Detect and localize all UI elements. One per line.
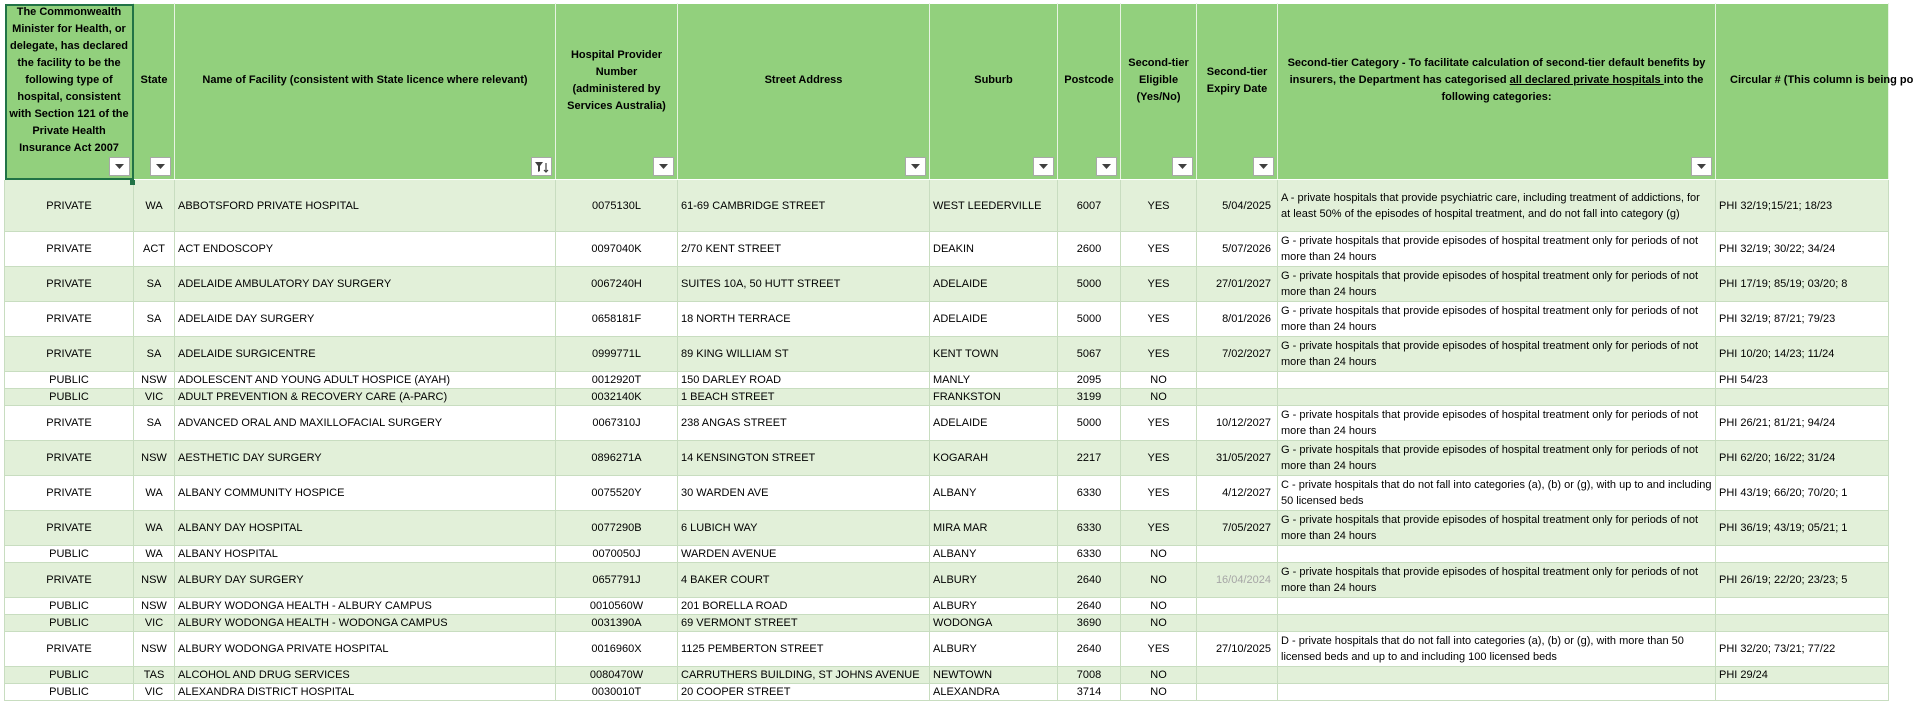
cell-state[interactable]: VIC xyxy=(134,615,175,632)
cell-suburb[interactable]: NEWTOWN xyxy=(930,667,1058,684)
cell-type[interactable]: PRIVATE xyxy=(5,337,134,372)
header-label: State xyxy=(140,74,168,86)
cell-circular[interactable]: PHI 32/19; 87/21; 79/23 xyxy=(1716,302,1889,337)
cell-provider[interactable]: 0077290B xyxy=(556,511,678,546)
cell-postcode[interactable]: 3690 xyxy=(1058,615,1121,632)
cell-suburb[interactable]: ADELAIDE xyxy=(930,406,1058,441)
cell-category[interactable] xyxy=(1278,684,1716,701)
filter-dropdown-icon[interactable] xyxy=(1253,157,1274,176)
filter-dropdown-icon[interactable] xyxy=(1691,157,1712,176)
cell-suburb[interactable]: ALEXANDRA xyxy=(930,684,1058,701)
cell-suburb[interactable]: WODONGA xyxy=(930,615,1058,632)
cell-suburb[interactable]: KENT TOWN xyxy=(930,337,1058,372)
cell-eligible[interactable]: YES xyxy=(1121,267,1197,302)
cell-expiry[interactable] xyxy=(1197,615,1278,632)
cell-state[interactable]: NSW xyxy=(134,441,175,476)
table-row xyxy=(5,598,1889,615)
cell-provider[interactable]: 0031390A xyxy=(556,615,678,632)
cell-type[interactable]: PRIVATE xyxy=(5,267,134,302)
cell-state[interactable]: SA xyxy=(134,302,175,337)
cell-address[interactable]: 69 VERMONT STREET xyxy=(678,615,930,632)
cell-expiry[interactable]: 31/05/2027 xyxy=(1197,441,1278,476)
cell-state[interactable]: NSW xyxy=(134,598,175,615)
cell-category[interactable] xyxy=(1278,667,1716,684)
cell-type[interactable]: PUBLIC xyxy=(5,389,134,406)
table-row xyxy=(5,337,1889,372)
cell-circular[interactable]: PHI 36/19; 43/19; 05/21; 1 xyxy=(1716,511,1889,546)
cell-eligible[interactable]: YES xyxy=(1121,302,1197,337)
cell-circular[interactable] xyxy=(1716,389,1889,406)
filter-dropdown-icon[interactable] xyxy=(1172,157,1193,176)
header-state[interactable] xyxy=(134,4,175,180)
cell-type[interactable]: PRIVATE xyxy=(5,406,134,441)
cell-category[interactable]: D - private hospitals that do not fall into categories (a), (b) or (g), with more than 50 licensed beds and up to and including 100 licensed beds xyxy=(1278,632,1716,667)
cell-category[interactable]: G - private hospitals that provide episodes of hospital treatment only for periods of not more than 24 hours xyxy=(1278,232,1716,267)
table-row xyxy=(5,302,1889,337)
cell-postcode[interactable]: 5000 xyxy=(1058,406,1121,441)
cell-address[interactable]: 1125 PEMBERTON STREET xyxy=(678,632,930,667)
table-row xyxy=(5,511,1889,546)
cell-eligible[interactable]: NO xyxy=(1121,667,1197,684)
table-row xyxy=(5,267,1889,302)
cell-address[interactable]: 89 KING WILLIAM ST xyxy=(678,337,930,372)
cell-expiry[interactable]: 5/07/2026 xyxy=(1197,232,1278,267)
cell-provider[interactable]: 0016960X xyxy=(556,632,678,667)
cell-state[interactable]: VIC xyxy=(134,684,175,701)
cell-suburb[interactable]: KOGARAH xyxy=(930,441,1058,476)
cell-postcode[interactable]: 3199 xyxy=(1058,389,1121,406)
cell-provider[interactable]: 0067240H xyxy=(556,267,678,302)
cell-postcode[interactable]: 6330 xyxy=(1058,511,1121,546)
header-second-tier-category[interactable] xyxy=(1278,4,1716,180)
header-second-tier-expiry[interactable] xyxy=(1197,4,1278,180)
header-label: The Commonwealth Minister for Health, or delegate, has declared the facility to be the following type of hospital, consistent with Section 121 of the Private Health Insurance Act 2007 xyxy=(9,6,129,154)
cell-expiry[interactable]: 10/12/2027 xyxy=(1197,406,1278,441)
table-row xyxy=(5,372,1889,389)
cell-postcode[interactable]: 6330 xyxy=(1058,476,1121,511)
cell-category[interactable] xyxy=(1278,598,1716,615)
cell-name[interactable]: ADELAIDE SURGICENTRE xyxy=(175,337,556,372)
filter-dropdown-icon[interactable] xyxy=(150,157,171,176)
cell-category[interactable]: G - private hospitals that provide episodes of hospital treatment only for periods of not more than 24 hours xyxy=(1278,267,1716,302)
cell-provider[interactable]: 0097040K xyxy=(556,232,678,267)
cell-provider[interactable]: 0080470W xyxy=(556,667,678,684)
table-row xyxy=(5,632,1889,667)
cell-provider[interactable]: 0032140K xyxy=(556,389,678,406)
cell-name[interactable]: ADELAIDE DAY SURGERY xyxy=(175,302,556,337)
cell-name[interactable]: ALBANY HOSPITAL xyxy=(175,546,556,563)
cell-suburb[interactable]: DEAKIN xyxy=(930,232,1058,267)
cell-state[interactable]: NSW xyxy=(134,372,175,389)
cell-type[interactable]: PUBLIC xyxy=(5,598,134,615)
cell-circular[interactable]: PHI 62/20; 16/22; 31/24 xyxy=(1716,441,1889,476)
cell-circular[interactable]: PHI 32/20; 73/21; 77/22 xyxy=(1716,632,1889,667)
cell-state[interactable]: SA xyxy=(134,337,175,372)
cell-expiry[interactable]: 16/04/2024 xyxy=(1197,563,1278,598)
cell-state[interactable]: WA xyxy=(134,180,175,232)
cell-provider[interactable]: 0075130L xyxy=(556,180,678,232)
cell-state[interactable]: NSW xyxy=(134,632,175,667)
cell-eligible[interactable]: NO xyxy=(1121,598,1197,615)
table-row xyxy=(5,615,1889,632)
cell-eligible[interactable]: NO xyxy=(1121,684,1197,701)
cell-name[interactable]: ADOLESCENT AND YOUNG ADULT HOSPICE (AYAH) xyxy=(175,372,556,389)
cell-address[interactable]: 201 BORELLA ROAD xyxy=(678,598,930,615)
header-label: Suburb xyxy=(974,74,1013,86)
cell-postcode[interactable]: 2640 xyxy=(1058,598,1121,615)
cell-suburb[interactable]: ALBANY xyxy=(930,476,1058,511)
cell-category[interactable] xyxy=(1278,615,1716,632)
cell-address[interactable]: 18 NORTH TERRACE xyxy=(678,302,930,337)
filter-dropdown-icon[interactable] xyxy=(653,157,674,176)
cell-name[interactable]: ALBURY DAY SURGERY xyxy=(175,563,556,598)
cell-provider[interactable]: 0010560W xyxy=(556,598,678,615)
cell-postcode[interactable]: 2640 xyxy=(1058,563,1121,598)
fill-handle[interactable] xyxy=(130,180,135,185)
cell-eligible[interactable]: YES xyxy=(1121,441,1197,476)
header-label: Street Address xyxy=(764,74,843,86)
cell-postcode[interactable]: 2600 xyxy=(1058,232,1121,267)
cell-address[interactable]: 1 BEACH STREET xyxy=(678,389,930,406)
header-suburb[interactable] xyxy=(930,4,1058,180)
hospital-table xyxy=(4,3,1913,701)
header-label-underlined: all declared private hospitals xyxy=(1509,74,1664,86)
cell-eligible[interactable]: YES xyxy=(1121,406,1197,441)
cell-name[interactable]: AESTHETIC DAY SURGERY xyxy=(175,441,556,476)
cell-circular[interactable]: PHI 10/20; 14/23; 11/24 xyxy=(1716,337,1889,372)
cell-expiry[interactable]: 5/04/2025 xyxy=(1197,180,1278,232)
header-provider-number[interactable] xyxy=(556,4,678,180)
cell-state[interactable]: VIC xyxy=(134,389,175,406)
cell-postcode[interactable]: 6330 xyxy=(1058,546,1121,563)
cell-circular[interactable]: PHI 26/19; 22/20; 23/23; 5 xyxy=(1716,563,1889,598)
cell-type[interactable]: PRIVATE xyxy=(5,302,134,337)
cell-category[interactable] xyxy=(1278,546,1716,563)
header-label: Second-tier Category - To facilitate calculation of second-tier default benefits by insurers, the Department has categorised xyxy=(1287,57,1706,86)
cell-postcode[interactable]: 2095 xyxy=(1058,372,1121,389)
table-row xyxy=(5,180,1889,232)
filter-dropdown-icon[interactable] xyxy=(905,157,926,176)
filter-dropdown-icon[interactable] xyxy=(1033,157,1054,176)
cell-expiry[interactable] xyxy=(1197,546,1278,563)
cell-state[interactable]: WA xyxy=(134,546,175,563)
cell-state[interactable]: ACT xyxy=(134,232,175,267)
cell-circular[interactable]: PHI 32/19; 30/22; 34/24 xyxy=(1716,232,1889,267)
cell-expiry[interactable]: 4/12/2027 xyxy=(1197,476,1278,511)
table-row xyxy=(5,232,1889,267)
cell-type[interactable]: PUBLIC xyxy=(5,684,134,701)
cell-type[interactable]: PRIVATE xyxy=(5,632,134,667)
cell-eligible[interactable]: NO xyxy=(1121,389,1197,406)
header-circular[interactable] xyxy=(1716,4,1913,180)
cell-expiry[interactable]: 27/01/2027 xyxy=(1197,267,1278,302)
header-postcode[interactable] xyxy=(1058,4,1121,180)
cell-type[interactable]: PRIVATE xyxy=(5,511,134,546)
cell-eligible[interactable]: YES xyxy=(1121,511,1197,546)
cell-expiry[interactable] xyxy=(1197,389,1278,406)
cell-postcode[interactable]: 5000 xyxy=(1058,302,1121,337)
header-label: Hospital Provider Number (administered by Services Australia) xyxy=(567,48,666,112)
cell-provider[interactable]: 0012920T xyxy=(556,372,678,389)
cell-expiry[interactable]: 27/10/2025 xyxy=(1197,632,1278,667)
cell-provider[interactable]: 0896271A xyxy=(556,441,678,476)
cell-circular[interactable]: PHI 26/21; 81/21; 94/24 xyxy=(1716,406,1889,441)
cell-type[interactable]: PRIVATE xyxy=(5,563,134,598)
cell-postcode[interactable]: 6007 xyxy=(1058,180,1121,232)
cell-state[interactable]: SA xyxy=(134,406,175,441)
cell-address[interactable]: 4 BAKER COURT xyxy=(678,563,930,598)
table-body xyxy=(5,180,1889,701)
filter-dropdown-icon[interactable] xyxy=(1096,157,1117,176)
cell-circular[interactable] xyxy=(1716,615,1889,632)
cell-category[interactable] xyxy=(1278,389,1716,406)
cell-name[interactable]: ALBURY WODONGA HEALTH - WODONGA CAMPUS xyxy=(175,615,556,632)
cell-circular[interactable] xyxy=(1716,598,1889,615)
cell-state[interactable]: NSW xyxy=(134,563,175,598)
cell-name[interactable]: ALBURY WODONGA PRIVATE HOSPITAL xyxy=(175,632,556,667)
header-hospital-type[interactable] xyxy=(5,4,134,180)
cell-eligible[interactable]: YES xyxy=(1121,337,1197,372)
cell-category[interactable]: G - private hospitals that provide episodes of hospital treatment only for periods of not more than 24 hours xyxy=(1278,337,1716,372)
cell-provider[interactable]: 0999771L xyxy=(556,337,678,372)
cell-provider[interactable]: 0075520Y xyxy=(556,476,678,511)
cell-state[interactable]: SA xyxy=(134,267,175,302)
cell-name[interactable]: ALBANY DAY HOSPITAL xyxy=(175,511,556,546)
cell-provider[interactable]: 0657791J xyxy=(556,563,678,598)
cell-expiry[interactable] xyxy=(1197,372,1278,389)
cell-address[interactable]: 30 WARDEN AVE xyxy=(678,476,930,511)
header-second-tier-eligible[interactable] xyxy=(1121,4,1197,180)
cell-expiry[interactable]: 7/02/2027 xyxy=(1197,337,1278,372)
cell-provider[interactable]: 0067310J xyxy=(556,406,678,441)
table-row xyxy=(5,563,1889,598)
cell-category[interactable]: G - private hospitals that provide episodes of hospital treatment only for periods of not more than 24 hours xyxy=(1278,511,1716,546)
cell-eligible[interactable]: YES xyxy=(1121,632,1197,667)
header-street-address[interactable] xyxy=(678,4,930,180)
cell-state[interactable]: WA xyxy=(134,476,175,511)
cell-address[interactable]: 61-69 CAMBRIDGE STREET xyxy=(678,180,930,232)
cell-state[interactable]: WA xyxy=(134,511,175,546)
cell-expiry[interactable] xyxy=(1197,598,1278,615)
cell-type[interactable]: PUBLIC xyxy=(5,667,134,684)
cell-suburb[interactable]: ALBURY xyxy=(930,632,1058,667)
cell-eligible[interactable]: NO xyxy=(1121,563,1197,598)
cell-postcode[interactable]: 5000 xyxy=(1058,267,1121,302)
table-row xyxy=(5,406,1889,441)
cell-name[interactable]: ALEXANDRA DISTRICT HOSPITAL xyxy=(175,684,556,701)
cell-address[interactable]: 238 ANGAS STREET xyxy=(678,406,930,441)
cell-suburb[interactable]: ADELAIDE xyxy=(930,302,1058,337)
cell-circular[interactable]: PHI 17/19; 85/19; 03/20; 8 xyxy=(1716,267,1889,302)
cell-type[interactable]: PRIVATE xyxy=(5,476,134,511)
cell-expiry[interactable]: 8/01/2026 xyxy=(1197,302,1278,337)
cell-name[interactable]: ALBURY WODONGA HEALTH - ALBURY CAMPUS xyxy=(175,598,556,615)
cell-name[interactable]: ALBANY COMMUNITY HOSPICE xyxy=(175,476,556,511)
cell-address[interactable]: 20 COOPER STREET xyxy=(678,684,930,701)
cell-name[interactable]: ADVANCED ORAL AND MAXILLOFACIAL SURGERY xyxy=(175,406,556,441)
cell-address[interactable]: 2/70 KENT STREET xyxy=(678,232,930,267)
header-label: Second-tier Expiry Date xyxy=(1206,65,1268,95)
cell-postcode[interactable]: 2217 xyxy=(1058,441,1121,476)
cell-provider[interactable]: 0070050J xyxy=(556,546,678,563)
cell-suburb[interactable]: MANLY xyxy=(930,372,1058,389)
filter-sort-icon[interactable] xyxy=(531,157,552,176)
cell-address[interactable]: 6 LUBICH WAY xyxy=(678,511,930,546)
cell-address[interactable]: 14 KENSINGTON STREET xyxy=(678,441,930,476)
cell-category[interactable]: A - private hospitals that provide psychiatric care, including treatment of addictions, for at least 50% of the episodes of hospital treatment, and do not fall into category (g) xyxy=(1278,180,1716,232)
cell-name[interactable]: ABBOTSFORD PRIVATE HOSPITAL xyxy=(175,180,556,232)
cell-type[interactable]: PRIVATE xyxy=(5,180,134,232)
cell-suburb[interactable]: WEST LEEDERVILLE xyxy=(930,180,1058,232)
cell-type[interactable]: PRIVATE xyxy=(5,441,134,476)
cell-name[interactable]: ADULT PREVENTION & RECOVERY CARE (A-PARC) xyxy=(175,389,556,406)
header-label-end: into the following categories: xyxy=(1441,74,1704,103)
table-row xyxy=(5,667,1889,684)
cell-circular[interactable] xyxy=(1716,684,1889,701)
cell-postcode[interactable]: 3714 xyxy=(1058,684,1121,701)
header-label: Name of Facility (consistent with State licence where relevant) xyxy=(202,74,528,86)
cell-type[interactable]: PUBLIC xyxy=(5,372,134,389)
cell-category[interactable]: G - private hospitals that provide episodes of hospital treatment only for periods of not more than 24 hours xyxy=(1278,302,1716,337)
cell-eligible[interactable]: NO xyxy=(1121,546,1197,563)
cell-eligible[interactable]: YES xyxy=(1121,232,1197,267)
cell-suburb[interactable]: ALBURY xyxy=(930,563,1058,598)
table-row xyxy=(5,546,1889,563)
cell-address[interactable]: 150 DARLEY ROAD xyxy=(678,372,930,389)
table-row xyxy=(5,389,1889,406)
cell-category[interactable] xyxy=(1278,372,1716,389)
cell-expiry[interactable]: 7/05/2027 xyxy=(1197,511,1278,546)
cell-eligible[interactable]: YES xyxy=(1121,180,1197,232)
cell-type[interactable]: PUBLIC xyxy=(5,615,134,632)
table-row xyxy=(5,476,1889,511)
cell-eligible[interactable]: NO xyxy=(1121,615,1197,632)
cell-category[interactable]: G - private hospitals that provide episodes of hospital treatment only for periods of not more than 24 hours xyxy=(1278,563,1716,598)
cell-name[interactable]: ACT ENDOSCOPY xyxy=(175,232,556,267)
cell-circular[interactable]: PHI 29/24 xyxy=(1716,667,1889,684)
header-label: Circular # (This column is being po xyxy=(1730,74,1913,86)
cell-suburb[interactable]: ALBANY xyxy=(930,546,1058,563)
cell-postcode[interactable]: 2640 xyxy=(1058,632,1121,667)
cell-category[interactable]: G - private hospitals that provide episodes of hospital treatment only for periods of not more than 24 hours xyxy=(1278,406,1716,441)
cell-suburb[interactable]: FRANKSTON xyxy=(930,389,1058,406)
cell-name[interactable]: ADELAIDE AMBULATORY DAY SURGERY xyxy=(175,267,556,302)
cell-provider[interactable]: 0030010T xyxy=(556,684,678,701)
cell-eligible[interactable]: NO xyxy=(1121,372,1197,389)
cell-category[interactable]: G - private hospitals that provide episodes of hospital treatment only for periods of not more than 24 hours xyxy=(1278,441,1716,476)
header-label: Postcode xyxy=(1064,74,1114,86)
cell-state[interactable]: TAS xyxy=(134,667,175,684)
table-row xyxy=(5,684,1889,701)
cell-circular[interactable]: PHI 54/23 xyxy=(1716,372,1889,389)
cell-expiry[interactable] xyxy=(1197,684,1278,701)
cell-expiry[interactable] xyxy=(1197,667,1278,684)
cell-address[interactable]: CARRUTHERS BUILDING, ST JOHNS AVENUE xyxy=(678,667,930,684)
header-row xyxy=(5,4,1889,180)
table-row xyxy=(5,441,1889,476)
cell-suburb[interactable]: ADELAIDE xyxy=(930,267,1058,302)
filter-dropdown-icon[interactable] xyxy=(109,157,130,176)
cell-postcode[interactable]: 5067 xyxy=(1058,337,1121,372)
cell-circular[interactable]: PHI 32/19;15/21; 18/23 xyxy=(1716,180,1889,232)
cell-category[interactable]: C - private hospitals that do not fall into categories (a), (b) or (g), with up to and including 50 licensed beds xyxy=(1278,476,1716,511)
header-facility-name[interactable] xyxy=(175,4,556,180)
cell-address[interactable]: WARDEN AVENUE xyxy=(678,546,930,563)
cell-circular[interactable] xyxy=(1716,546,1889,563)
cell-provider[interactable]: 0658181F xyxy=(556,302,678,337)
cell-circular[interactable]: PHI 43/19; 66/20; 70/20; 1 xyxy=(1716,476,1889,511)
cell-address[interactable]: SUITES 10A, 50 HUTT STREET xyxy=(678,267,930,302)
cell-suburb[interactable]: MIRA MAR xyxy=(930,511,1058,546)
cell-type[interactable]: PRIVATE xyxy=(5,232,134,267)
cell-eligible[interactable]: YES xyxy=(1121,476,1197,511)
cell-postcode[interactable]: 7008 xyxy=(1058,667,1121,684)
cell-type[interactable]: PUBLIC xyxy=(5,546,134,563)
cell-suburb[interactable]: ALBURY xyxy=(930,598,1058,615)
cell-name[interactable]: ALCOHOL AND DRUG SERVICES xyxy=(175,667,556,684)
header-label: Second-tier Eligible (Yes/No) xyxy=(1128,57,1189,103)
